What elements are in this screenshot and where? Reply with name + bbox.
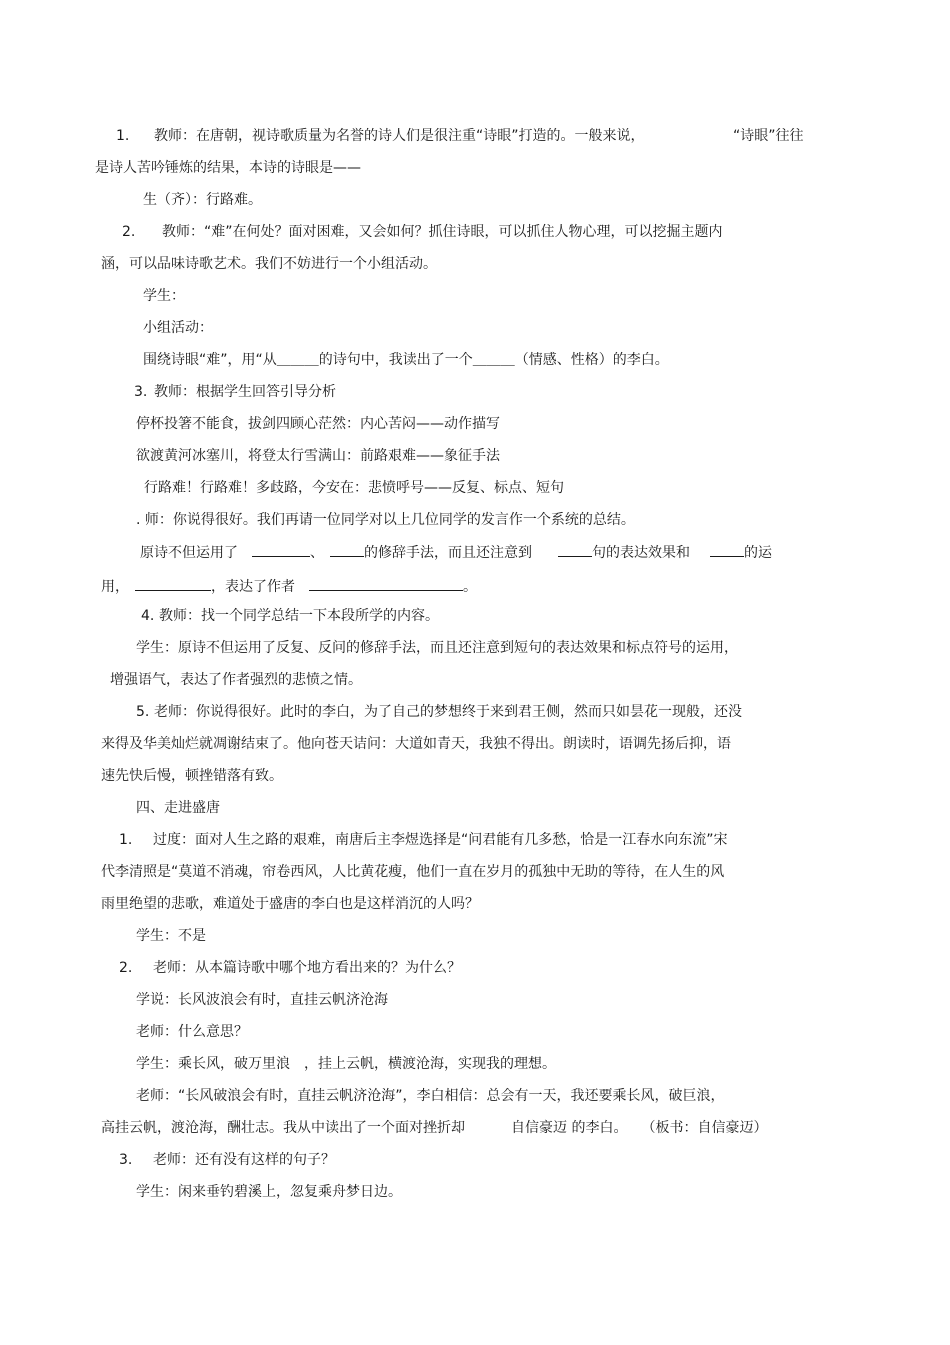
paragraph-text: 高挂云帆，渡沧海，酬壮志。我从中读出了一个面对挫折却 [101, 1120, 465, 1136]
paragraph-5-line-1 [136, 702, 742, 722]
paragraph-2-line-1 [122, 222, 723, 242]
section-4-item-1-line-1 [119, 830, 728, 850]
analysis-line: 欲渡黄河冰塞川，将登太行雪满山：前路艰难——象征手法 [136, 448, 500, 464]
student-answer: 学生：乘长风，破万里浪 ，挂上云帆，横渡沧海，实现我的理想。 [136, 1056, 556, 1072]
paragraph-text: 过度：面对人生之路的艰难，南唐后主李煜选择是“问君能有几多愁，恰是一江春水向东流”宋 [153, 832, 728, 848]
fill-blank-text: 句的表达效果和 [592, 545, 690, 561]
paragraph-4 [141, 606, 439, 626]
paragraph-1-line-1-tail: “诗眼”往往 [733, 128, 804, 144]
blackboard-note: （板书：自信豪迈） [641, 1120, 768, 1136]
blank [252, 542, 310, 557]
fill-blank-text: ，表达了作者 [211, 579, 295, 595]
student-answer: 学生：闲来垂钓碧溪上，忽复乘舟梦日边。 [136, 1184, 402, 1200]
fill-blank-text: 的修辞手法，而且还注意到 [364, 545, 532, 561]
paragraph-text: 老师：你说得很好。此时的李白，为了自己的梦想终于来到君王侧，然而只如昙花一现般，还没 [154, 704, 742, 720]
paragraph-text: 教师：在唐朝，视诗歌质量为名誉的诗人们是很注重“诗眼”打造的。一般来说， [154, 128, 645, 144]
blank [330, 542, 364, 557]
fill-blank-text: 用， [101, 579, 129, 595]
blank [309, 576, 463, 591]
teacher-question: 老师：什么意思？ [136, 1024, 248, 1040]
teacher-summary-request: . 师：你说得很好。我们再请一位同学对以上几位同学的发言作一个系统的总结。 [136, 512, 635, 528]
blank [135, 576, 211, 591]
fill-blank-text: 、 [310, 545, 324, 561]
teacher-explanation-line-2 [101, 1118, 767, 1138]
paragraph-4-answer-line-2: 增强语气，表达了作者强烈的悲愤之情。 [110, 672, 362, 688]
section-4-item-3 [119, 1150, 335, 1170]
activity-prompt: 围绕诗眼“难”，用“从＿＿＿的诗句中，我读出了一个＿＿＿（情感、性格）的李白。 [143, 352, 669, 368]
student-answer: 学说：长风波浪会有时，直挂云帆济沧海 [136, 992, 388, 1008]
paragraph-text: 自信豪迈 的李白。 [511, 1120, 628, 1136]
paragraph-3 [134, 382, 336, 402]
item-number: 2. [119, 960, 133, 976]
item-number: 1. [119, 832, 133, 848]
paragraph-text: 教师：“难”在何处？面对困难，又会如何？抓住诗眼，可以抓住人物心理，可以挖掘主题内 [162, 224, 723, 240]
student-label: 学生： [143, 288, 185, 304]
paragraph-1-line-2: 是诗人苦吟锤炼的结果，本诗的诗眼是—— [95, 160, 361, 176]
fill-blank-text: 的运 [744, 545, 772, 561]
paragraph-1-line-1 [116, 126, 645, 146]
paragraph-2-line-2: 涵，可以品味诗歌艺术。我们不妨进行一个小组活动。 [101, 256, 437, 272]
section-4-item-1-line-3: 雨里绝望的悲歌，难道处于盛唐的李白也是这样消沉的人吗？ [101, 896, 479, 912]
section-title: 四、走进盛唐 [136, 800, 220, 816]
fill-blank-line-1 [140, 542, 772, 563]
paragraph-text: 教师：根据学生回答引导分析 [154, 384, 336, 400]
item-number: 3. [119, 1152, 133, 1168]
item-number: 4. [141, 608, 155, 624]
fill-blank-text: 。 [463, 579, 477, 595]
blank [710, 542, 744, 557]
analysis-line: 停杯投箸不能食，拔剑四顾心茫然：内心苦闷——动作描写 [136, 416, 500, 432]
paragraph-text: 老师：还有没有这样的句子？ [153, 1152, 335, 1168]
paragraph-5-line-2: 来得及华美灿烂就凋谢结束了。他向苍天诘问：大道如青天，我独不得出。朗读时，语调先扬后抑，语 [101, 736, 731, 752]
analysis-line: 行路难！行路难！多歧路，今安在：悲愤呼号——反复、标点、短句 [144, 480, 564, 496]
blank [558, 542, 592, 557]
paragraph-4-answer-line-1: 学生：原诗不但运用了反复、反问的修辞手法，而且还注意到短句的表达效果和标点符号的运用， [136, 640, 738, 656]
item-number: 1. [116, 128, 130, 144]
paragraph-text: 教师：找一个同学总结一下本段所学的内容。 [159, 608, 439, 624]
student-answer: 生（齐）：行路难。 [143, 192, 262, 208]
paragraph-text: 老师：从本篇诗歌中哪个地方看出来的？为什么？ [153, 960, 461, 976]
paragraph-5-line-3: 速先快后慢，顿挫错落有致。 [101, 768, 283, 784]
fill-blank-line-2 [101, 576, 477, 597]
section-4-item-1-line-2: 代李清照是“莫道不消魂，帘卷西风，人比黄花瘦，他们一直在岁月的孤独中无助的等待，在人生的风 [101, 864, 725, 880]
section-4-item-2 [119, 958, 461, 978]
item-number: 3. [134, 384, 148, 400]
student-answer: 学生：不是 [136, 928, 206, 944]
group-activity-label: 小组活动： [143, 320, 213, 336]
fill-blank-text: 原诗不但运用了 [140, 545, 238, 561]
item-number: 2. [122, 224, 136, 240]
item-number: 5. [136, 704, 150, 720]
teacher-explanation-line-1: 老师：“长风破浪会有时，直挂云帆济沧海”，李白相信：总会有一天，我还要乘长风，破巨浪， [136, 1088, 725, 1104]
